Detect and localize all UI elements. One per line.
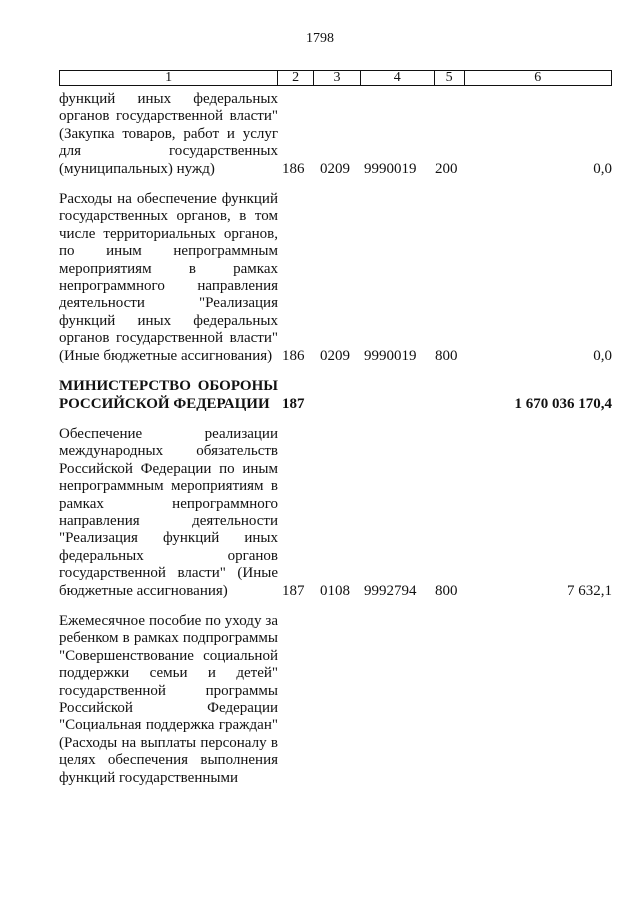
row-description: Расходы на обеспечение функций государственных органов, в том числе территориальных органов, по иным непрограммным мероприятиям в рамках непрограммного направления деятельности "Реализация функций иных федеральных органов государственной власти" (Иные бюджетные ассигнования) [59, 191, 278, 364]
row-description: функций иных федеральных органов государственной власти" (Закупка товаров, работ и услуг для государственных (муниципальных) нужд) [59, 91, 278, 177]
row-target-code: 9992794 [364, 582, 417, 599]
row-description: Ежемесячное пособие по уходу за ребенком в рамках подпрограммы "Совершенствование социальной поддержки семьи и детей" государственной программы Российской Федерации "Социальная поддержка граждан" (Расходы на выплаты персоналу в целях обеспечения выполнения функций государственными [59, 612, 278, 786]
table-row [59, 191, 612, 365]
row-section-code: 0108 [320, 582, 350, 599]
row-amount: 0,0 [593, 160, 612, 177]
row-expense-type: 800 [435, 582, 458, 599]
header-col-2: 2 [278, 71, 314, 85]
row-description: МИНИСТЕРСТВО ОБОРОНЫ РОССИЙСКОЙ ФЕДЕРАЦИИ [59, 378, 278, 412]
table-row [59, 91, 612, 178]
header-col-5: 5 [435, 71, 465, 85]
table-body [59, 91, 612, 800]
row-target-code: 9990019 [364, 160, 417, 177]
header-col-6: 6 [534, 70, 542, 85]
row-ministry-code: 187 [282, 395, 305, 412]
table-row [59, 613, 612, 787]
table-header [59, 70, 612, 86]
row-ministry-code: 186 [282, 347, 305, 364]
row-target-code: 9990019 [364, 347, 417, 364]
table-row-ministry [59, 378, 612, 413]
header-col-1: 1 [60, 71, 278, 85]
row-expense-type: 800 [435, 347, 458, 364]
row-section-code: 0209 [320, 347, 350, 364]
page-number: 1798 [306, 31, 334, 46]
row-ministry-code: 187 [282, 582, 305, 599]
row-amount: 1 670 036 170,4 [514, 395, 612, 412]
header-col-4: 4 [361, 71, 435, 85]
row-expense-type: 200 [435, 160, 458, 177]
row-amount: 0,0 [593, 347, 612, 364]
row-amount: 7 632,1 [567, 582, 612, 599]
row-ministry-code: 186 [282, 160, 305, 177]
header-col-3: 3 [314, 71, 361, 85]
row-description: Обеспечение реализации международных обязательств Российской Федерации по иным непрограммным мероприятиям в рамках непрограммного направления деятельности "Реализация функций иных федеральных органов государственной власти" (Иные бюджетные ассигнования) [59, 425, 278, 599]
table-row [59, 426, 612, 600]
budget-table [59, 70, 612, 786]
row-section-code: 0209 [320, 160, 350, 177]
